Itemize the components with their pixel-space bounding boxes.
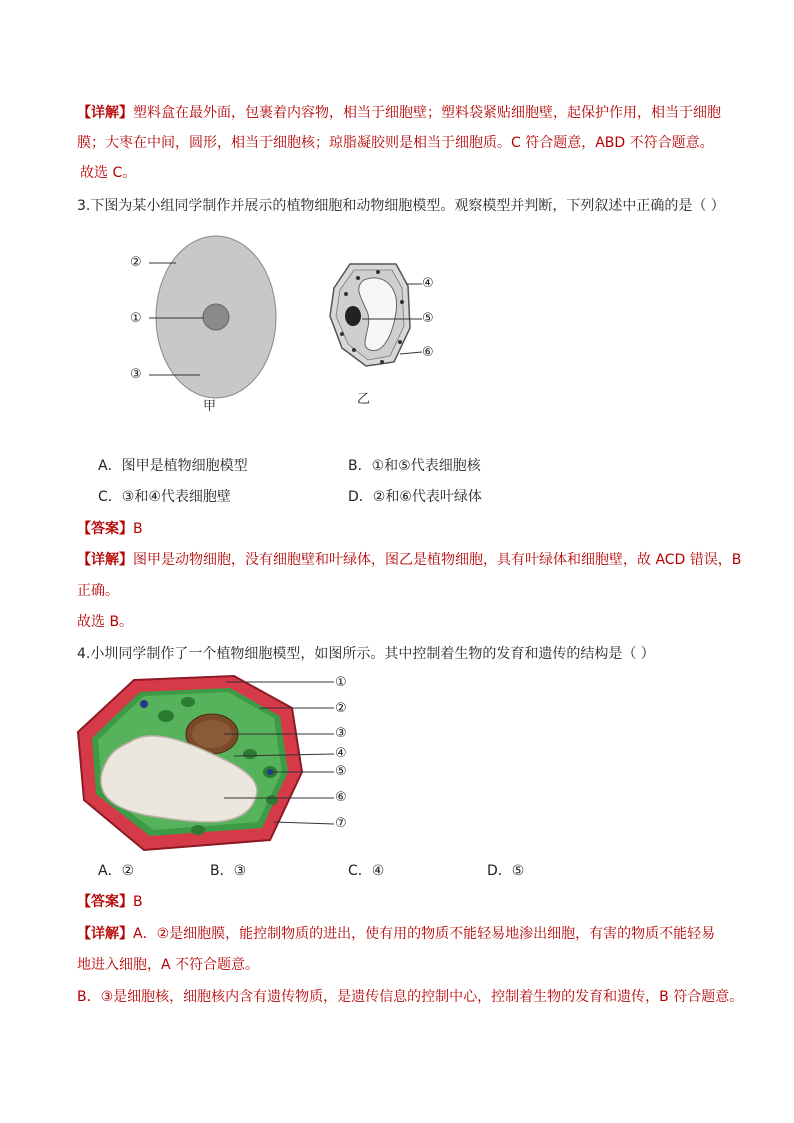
q3-option-c[interactable]: C．③和④代表细胞壁 [98, 489, 231, 505]
q4-option-b[interactable]: B．③ [210, 863, 247, 879]
label-2: ② [130, 255, 142, 270]
label-3: ③ [130, 367, 142, 382]
plant-cell-model-figure [74, 672, 364, 857]
nucleus-shape [203, 304, 229, 330]
q3-detail-line1 [77, 550, 741, 570]
label-5: ⑤ [335, 764, 347, 779]
answer-value: B [133, 894, 143, 910]
fig-jia-caption: 甲 [203, 399, 217, 414]
label-2: ② [335, 701, 347, 716]
answer-value: B [133, 521, 143, 537]
q2-detail-line1 [77, 103, 721, 123]
q3-option-a[interactable]: A．图甲是植物细胞模型 [98, 458, 248, 474]
answer-tag: 【答案】 [77, 521, 133, 537]
detail-tag: 【详解】 [77, 926, 133, 942]
detail-tag: 【详解】 [77, 552, 133, 568]
animal-cell-figure [120, 230, 300, 420]
q3-conclusion: 故选 B。 [77, 614, 134, 630]
label-3: ③ [335, 726, 347, 741]
q3-detail-line2: 正确。 [77, 583, 119, 599]
q4-detail-line1 [77, 924, 715, 944]
label-4: ④ [335, 746, 347, 761]
q3-answer [77, 519, 143, 539]
q4-detail-line2: 地进入细胞，A 不符合题意。 [77, 957, 260, 973]
label-6: ⑥ [335, 790, 347, 805]
q4-option-a[interactable]: A．② [98, 863, 135, 879]
answer-tag: 【答案】 [77, 894, 133, 910]
label-1: ① [130, 311, 142, 326]
q4-option-d[interactable]: D．⑤ [487, 863, 525, 879]
nucleus-shape [345, 306, 361, 326]
label-7: ⑦ [335, 816, 347, 831]
label-6: ⑥ [422, 345, 434, 360]
q4-option-c[interactable]: C．④ [348, 863, 385, 879]
q3-option-b[interactable]: B．①和⑤代表细胞核 [348, 458, 481, 474]
q3-option-d[interactable]: D．②和⑥代表叶绿体 [348, 489, 482, 505]
q2-detail-line2: 膜；大枣在中间，圆形，相当于细胞核；琼脂凝胶则是相当于细胞质。C 符合题意，ABD 不符合题意。 [77, 135, 714, 151]
label-4: ④ [422, 276, 434, 291]
detail-text: 塑料盒在最外面，包裹着内容物，相当于细胞壁；塑料袋紧贴细胞壁，起保护作用，相当于细胞 [133, 105, 721, 121]
fig-yi-caption: 乙 [357, 392, 371, 407]
detail-text: 图甲是动物细胞，没有细胞壁和叶绿体，图乙是植物细胞，具有叶绿体和细胞壁，故 ACD 错误，B [133, 552, 742, 568]
q4-detail-line3: B．③是细胞核，细胞核内含有遗传物质，是遗传信息的控制中心，控制着生物的发育和遗传，B 符合题意。 [77, 989, 744, 1005]
q4-stem: 4.小圳同学制作了一个植物细胞模型，如图所示。其中控制着生物的发育和遗传的结构是（ ） [77, 646, 655, 662]
label-1: ① [335, 675, 347, 690]
q2-conclusion: 故选 C。 [80, 165, 137, 181]
label-5: ⑤ [422, 311, 434, 326]
q4-answer [77, 892, 143, 912]
detail-tag: 【详解】 [77, 105, 133, 121]
detail-text: A．②是细胞膜，能控制物质的进出，使有用的物质不能轻易地渗出细胞，有害的物质不能轻易 [133, 926, 716, 942]
q3-stem: 3.下图为某小组同学制作并展示的植物细胞和动物细胞模型。观察模型并判断，下列叙述中正确的是（ ） [77, 198, 725, 214]
